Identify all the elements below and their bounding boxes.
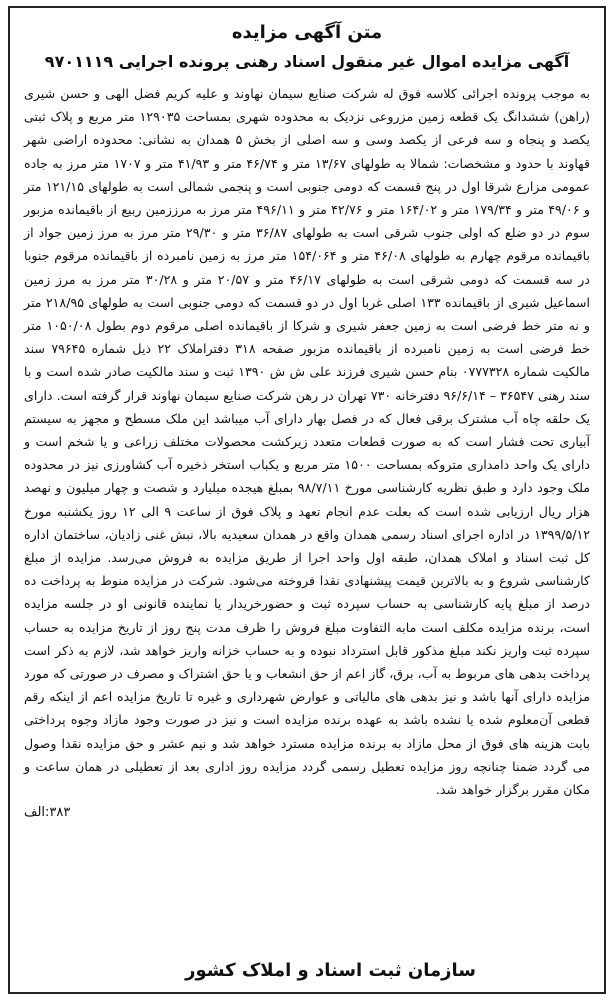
notice-subtitle: آگهی مزایده اموال غیر منقول اسناد رهنی پرونده اجرایی ۹۷۰۱۱۱۹ — [44, 52, 570, 71]
issuer-signature: سازمان ثبت اسناد و املاک کشور — [185, 960, 476, 981]
reference-number: ۳۸۳:الف — [24, 805, 71, 821]
notice-title: متن آگهی مزایده — [231, 22, 383, 43]
auction-notice — [8, 6, 606, 994]
notice-body: به موجب پرونده اجرائی کلاسه فوق له شرکت صنایع سیمان نهاوند و علیه کریم فضل الهی و حسن شیری (راهن) ششدانگ یک قطعه زمین مزروعی نزدیک به محدوده شهری بمساحت ۱۲۹۰۳۵ متر مربع و پلاک ثبتی یکصد و پنجاه و سه فرعی از یکصد وسی و سه اصلی از بخش ۵ همدان به نشانی: محدوده اراضی شهر قهاوند با حدود و مشخصات: شمالا به طولهای ۱۳/۶۷ متر و ۴۶/۷۴ متر و ۴۱/۹۳ متر و ۱۷۰۷ متر مرز به جاده عمومی مزارع شرقا اول در پنج قسمت که دومی جنوبی است و پنجمی شمالی است به طولهای ۱۲۱/۱۵ متر و ۴۹/۰۶ متر و ۱۷۹/۳۴ متر و ۱۶۴/۰۲ متر و ۴۲/۷۶ متر و ۴۹۶/۱۱ متر مرز به مرززمین ربیع از باقیمانده مزبور سوم در دو ضلع که اولی جنوب شرقی است به طولهای ۳۶/۸۷ متر و ۲۹/۳۰ متر مرز به مرز زمین جواد از باقیمانده مرقوم چهارم به طولهای ۴۶/۰۸ متر و ۱۵۴/۰۶۴ متر مرز به زمین نامبرده از باقیمانده مرقوم جنوبا در سه قسمت که دومی شرقی است به طولهای ۴۶/۱۷ متر و ۲۰/۵۷ متر و ۳۰/۲۸ متر مرز به مرز زمین اسماعیل شیری از باقیمانده ۱۳۳ اصلی غربا اول در دو قسمت که دومی جنوبی است به طولهای ۲۱۸/۹۵ متر و نه متر خط فرضی است به زمین جعفر شیری و شرکا از باقیمانده اصلی مرقوم دوم بطول ۱۰۵۰/۰۸ متر خط فرضی است به زمین نامبرده از باقیمانده مزبور صفحه ۳۱۸ دفتراملاک ۲۲ ذیل شماره ۷۹۶۴۵ سند مالکیت شماره ۰۷۷۷۳۲۸ بنام حسن شیری فرزند علی ش ش ۱۳۹۰ ثبت و سند مالکیت صادر شده است و با سند رهنی ۳۶۵۴۷ – ۹۶/۶/۱۴ دفترخانه ۷۳۰ تهران در رهن شرکت صنایع سیمان نهاوند قرار گرفته است. دارای یک حلقه چاه آب مشترک برقی فعال که در فصل بهار دارای آب میباشد این ملک مسطح و مجهز به سیستم آبیاری تحت فشار است که به صورت قطعات متعدد زیرکشت محصولات مختلف زراعی و یا شخم است و دارای یک واحد دامداری متروکه بمساحت ۱۵۰۰ متر مربع و یکباب استخر ذخیره آب کشاورزی نیز در محدوده ملک وجود دارد و طبق نظریه کارشناسی مورخ ۹۸/۷/۱۱ بمبلغ هیجده میلیارد و شصت و چهار میلیون و نهصد هزار ریال ارزیابی شده است که بعلت عدم انجام تعهد و پلاک فوق از ساعت ۹ الی ۱۲ روز یکشنبه مورخ ۱۳۹۹/۵/۱۲ در اداره اجرای اسناد رسمی همدان واقع در همدان سعیدیه بالا، نبش غنی زادیان، ساختمان اداره کل ثبت اسناد و املاک همدان، طبقه اول واحد اجرا از طریق مزایده به فروش می‌رسد. مزایده از مبلغ کارشناسی شروع و به بالاترین قیمت پیشنهادی نقدا فروخته می‌شود. شرکت در مزایده منوط به پرداخت ده درصد از مبلغ پایه کارشناسی به حساب سپرده ثبت و حضورخریدار یا نماینده قانونی او در جلسه مزایده است، برنده مزایده مکلف است مابه التفاوت مبلغ فروش را ظرف مدت پنج روز از تاریخ مزایده به حساب سپرده ثبت واریز نکند مبلغ مذکور قابل استرداد نبوده و به حساب خزانه واریز خواهد شد، لازم به ذکر است پرداخت بدهی های مربوط به آب، برق، گاز اعم از حق انشعاب و یا حق اشتراک و مصرف در صورتی که مورد مزایده دارای آنها باشد و نیز بدهی های مالیاتی و عوارض شهرداری و غیره تا تاریخ مزایده اعم از اینکه رقم قطعی آن‌معلوم شده یا نشده باشد به عهده برنده مزایده است و نیز در صورت وجود مازاد وجوه پرداختی بابت هزینه های فوق از محل مازاد به برنده مزایده مسترد خواهد شد و نیم عشر و حق مزایده نقدا وصول می گردد ضمنا چنانچه روز مزایده تعطیل رسمی گردد مزایده روز اداری بعد از تعطیلی در همان ساعت و مکان مقرر برگزار خواهد شد. — [24, 86, 591, 798]
reference-row — [24, 801, 590, 824]
